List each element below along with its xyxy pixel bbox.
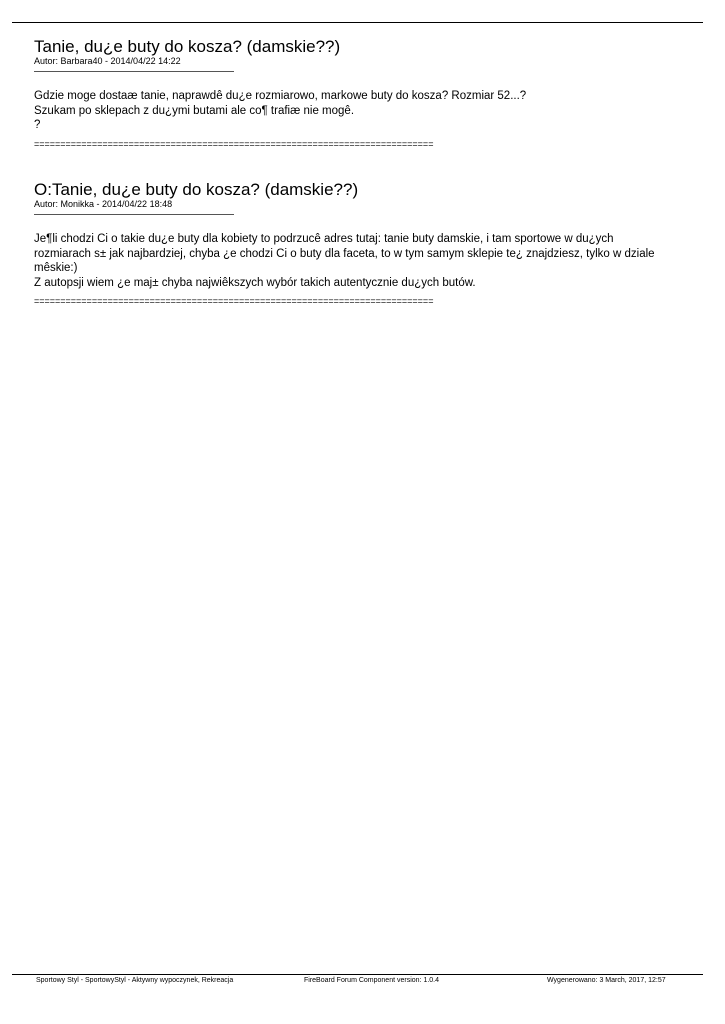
post-body-line: Szukam po sklepach z du¿ymi butami ale co¶ trafiæ nie mogê. [34, 104, 355, 117]
post-title: O:Tanie, du¿e buty do kosza? (damskie??) [34, 180, 359, 199]
post-body-line: ? [34, 119, 41, 131]
post-body-line: Z autopsji wiem ¿e maj± chyba najwiêkszych wybór takich autentycznie du¿ych butów. [34, 276, 476, 289]
top-divider [12, 22, 703, 23]
meta-divider [34, 214, 234, 215]
footer-divider [12, 974, 703, 975]
footer-component-version: FireBoard Forum Component version: 1.0.4 [304, 977, 440, 984]
footer-generated-date: Wygenerowano: 3 March, 2017, 12:57 [547, 977, 666, 984]
post-body [34, 89, 674, 133]
post-body [34, 232, 674, 290]
post-body-line: Gdzie moge dostaæ tanie, naprawdê du¿e rozmiarowo, markowe buty do kosza? Rozmiar 52...? [34, 90, 527, 102]
post-separator: ============================================================================ [34, 296, 434, 306]
post-author-meta: Autor: Barbara40 - 2014/04/22 14:22 [34, 56, 181, 66]
post [34, 37, 674, 149]
post-separator: ============================================================================ [34, 138, 434, 149]
footer-site-name: Sportowy Styl - SportowyStyl - Aktywny wypoczynek, Rekreacja [36, 977, 234, 984]
post [34, 180, 674, 306]
post-author-meta: Autor: Monikka - 2014/04/22 18:48 [34, 199, 173, 209]
post-title: Tanie, du¿e buty do kosza? (damskie??) [34, 37, 341, 56]
meta-divider [34, 71, 234, 72]
post-body-line: Je¶li chodzi Ci o takie du¿e buty dla kobiety to podrzucê adres tutaj: tanie buty damskie, i tam sportowe w du¿ych rozmiarach s± jak najbardziej, chyba ¿e chodzi Ci o buty dla faceta, to w tym samym sklepie te¿ znajdziesz, tylko w dziale mêskie:) [34, 233, 655, 274]
